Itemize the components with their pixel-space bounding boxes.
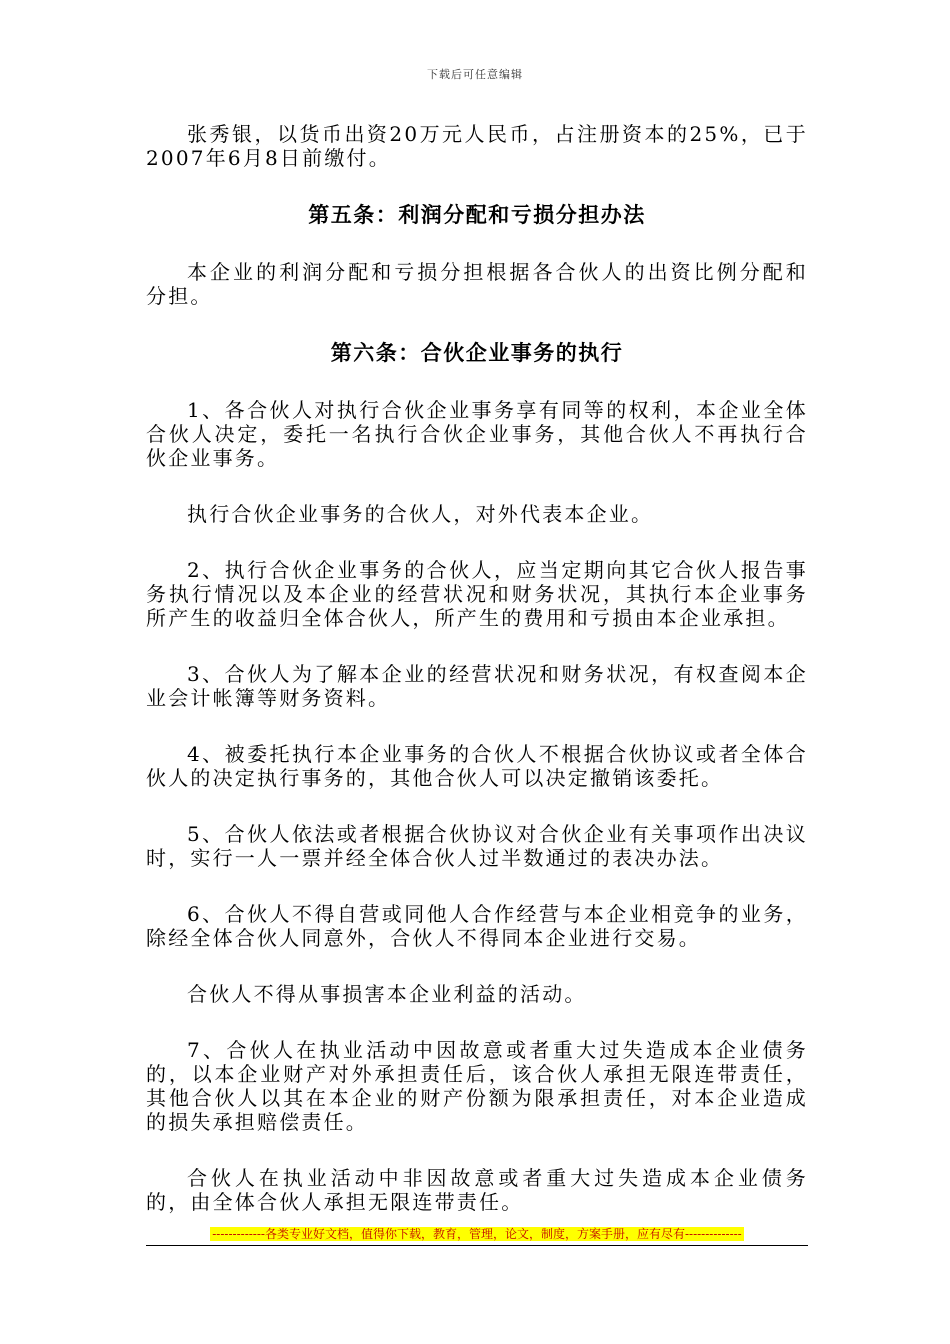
- article-6-paragraph: 合伙人在执业活动中非因故意或者重大过失造成本企业债务的，由全体合伙人承担无限连带责任。: [146, 1166, 808, 1214]
- article-6-paragraph: 3、合伙人为了解本企业的经营状况和财务状况，有权查阅本企业会计帐簿等财务资料。: [146, 662, 808, 710]
- article-6-paragraph: 6、合伙人不得自营或同他人合作经营与本企业相竞争的业务，除经全体合伙人同意外，合伙人不得同本企业进行交易。: [146, 902, 808, 950]
- article-6-paragraph: 4、被委托执行本企业事务的合伙人不根据合伙协议或者全体合伙人的决定执行事务的，其他合伙人可以决定撤销该委托。: [146, 742, 808, 790]
- footer-banner: [146, 1225, 808, 1243]
- footer-banner-text: -------------各类专业好文档，值得你下载，教育，管理，论文，制度，方案手册，应有尽有--------------: [212, 1227, 742, 1241]
- page-footer: [146, 1225, 808, 1246]
- page-header: 下载后可任意编辑: [427, 68, 523, 81]
- article-5-title: 第五条：利润分配和亏损分担办法: [308, 203, 646, 227]
- article-6-paragraph: 7、合伙人在执业活动中因故意或者重大过失造成本企业债务的，以本企业财产对外承担责任后，该合伙人承担无限连带责任，其他合伙人以其在本企业的财产份额为限承担责任，对本企业造成的损失承担赔偿责任。: [146, 1038, 808, 1134]
- article-6-paragraph: 5、合伙人依法或者根据合伙协议对合伙企业有关事项作出决议时，实行一人一票并经全体合伙人过半数通过的表决办法。: [146, 822, 808, 870]
- footer-divider: [146, 1245, 808, 1246]
- article-5-paragraph: 本企业的利润分配和亏损分担根据各合伙人的出资比例分配和分担。: [146, 260, 808, 308]
- article-6-paragraph: 2、执行合伙企业事务的合伙人，应当定期向其它合伙人报告事务执行情况以及本企业的经营状况和财务状况，其执行本企业事务所产生的收益归全体合伙人，所产生的费用和亏损由本企业承担。: [146, 558, 808, 630]
- article-6-title: 第六条：合伙企业事务的执行: [330, 341, 624, 365]
- article-6-paragraph: 合伙人不得从事损害本企业利益的活动。: [187, 982, 587, 1006]
- article-6-paragraph: 执行合伙企业事务的合伙人，对外代表本企业。: [187, 502, 654, 526]
- document-body: [146, 122, 808, 1246]
- article-6-paragraph: 1、各合伙人对执行合伙企业事务享有同等的权利，本企业全体合伙人决定，委托一名执行合伙企业事务，其他合伙人不再执行合伙企业事务。: [146, 398, 808, 470]
- paragraph-capital-contribution: 张秀银，以货币出资20万元人民币，占注册资本的25%，已于2007年6月8日前缴付。: [146, 122, 808, 170]
